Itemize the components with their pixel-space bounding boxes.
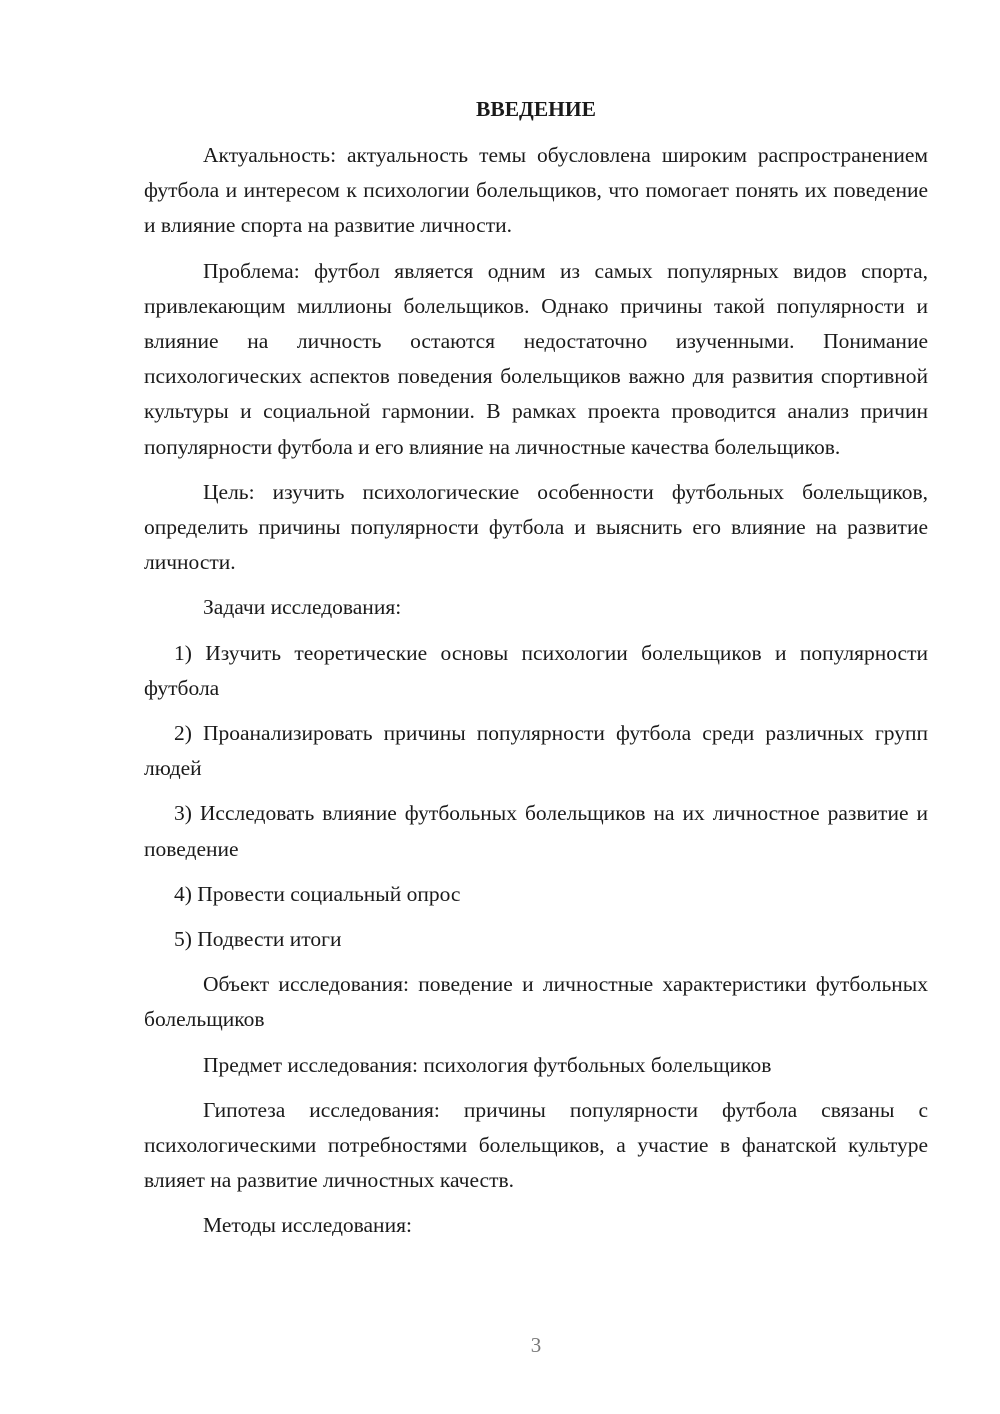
document-body [144, 92, 928, 1254]
goal-paragraph: Цель: изучить психологические особенности футбольных болельщиков, определить причины популярности футбола и выяснить его влияние на развитие личности. [144, 479, 928, 575]
object-paragraph: Объект исследования: поведение и личностные характеристики футбольных болельщиков [144, 972, 928, 1032]
subject-paragraph: Предмет исследования: психология футбольных болельщиков [203, 1052, 772, 1077]
relevance-paragraph: Актуальность: актуальность темы обусловлена широким распространением футбола и интересом к психологии болельщиков, что помогает понять их поведение и влияние спорта на развитие личности. [144, 143, 928, 238]
hypothesis-paragraph: Гипотеза исследования: причины популярности футбола связаны с психологическими потребностями болельщиков, а участие в фанатской культуре влияет на развитие личностных качеств. [144, 1097, 928, 1193]
task-item: 3) Исследовать влияние футбольных болельщиков на их личностное развитие и поведение [144, 801, 928, 861]
tasks-heading: Задачи исследования: [203, 595, 402, 620]
section-title: ВВЕДЕНИЕ [476, 97, 596, 121]
task-item: 2) Проанализировать причины популярности футбола среди различных групп людей [144, 721, 928, 781]
task-item: 1) Изучить теоретические основы психологии болельщиков и популярности футбола [144, 640, 928, 700]
problem-paragraph: Проблема: футбол является одним из самых популярных видов спорта, привлекающим миллионы болельщиков. Однако причины такой популярности и влияние на личность остаются недостаточно изученными. Понимание психологических аспектов поведения болельщиков важно для развития спортивной культуры и социальной гармонии. В рамках проекта проводится анализ причин популярности футбола и его влияние на личностные качества болельщиков. [144, 258, 928, 459]
task-item: 4) Провести социальный опрос [174, 881, 461, 906]
page-number: 3 [530, 1333, 542, 1357]
methods-paragraph: Методы исследования: [203, 1213, 412, 1238]
task-item: 5) Подвести итоги [174, 927, 342, 952]
